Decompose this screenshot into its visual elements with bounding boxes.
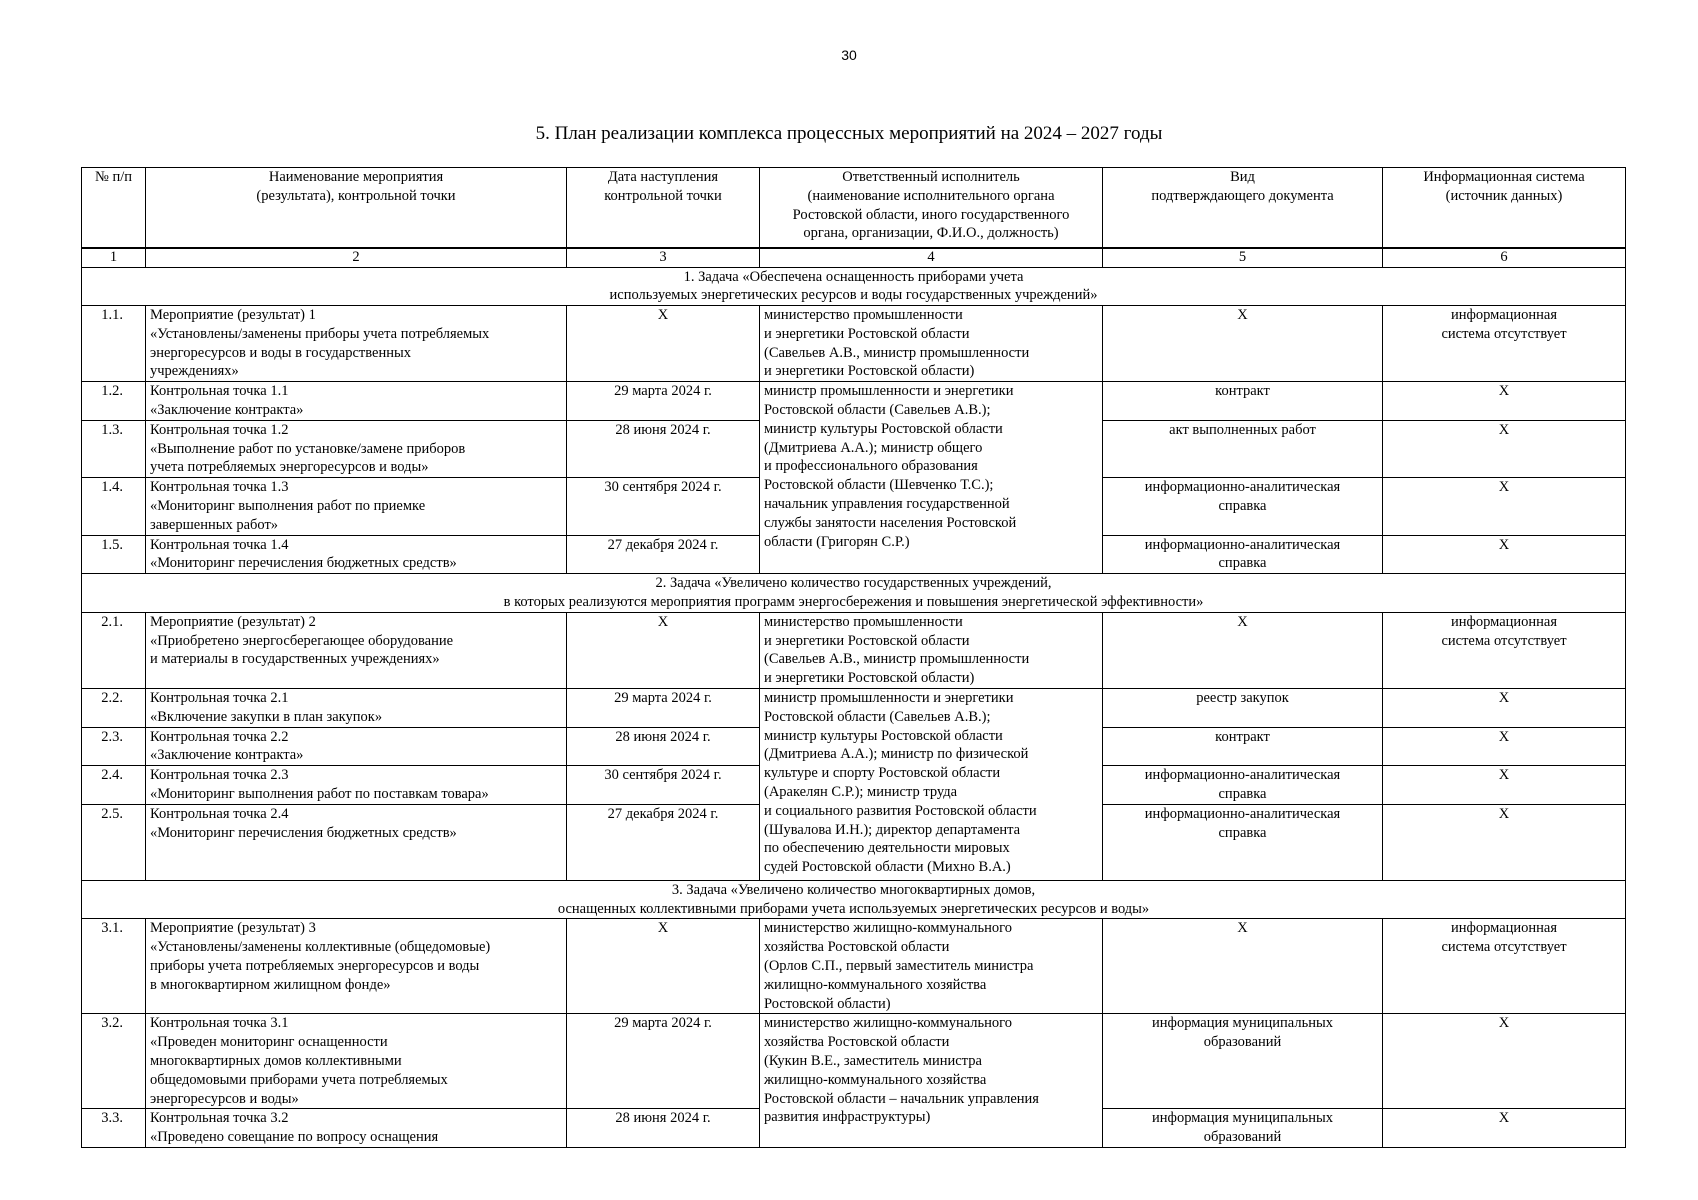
row-name: Контрольная точка 1.2 «Выполнение работ по установке/замене приборов учета потребляемых энергоресурсов и воды» — [146, 420, 567, 477]
row-number: 2.3. — [82, 727, 146, 766]
row-executor: министерство жилищно-коммунального хозяйства Ростовской области (Орлов С.П., первый заместитель министра жилищно-коммунального хозяйства Ростовской области) — [760, 919, 1103, 1014]
row-date: 29 марта 2024 г. — [567, 689, 760, 728]
row-system: X — [1383, 727, 1626, 766]
row-system: X — [1383, 420, 1626, 477]
row-number: 1.2. — [82, 382, 146, 421]
row-system: X — [1383, 1014, 1626, 1109]
row-document: информация муниципальных образований — [1103, 1109, 1383, 1148]
row-system: X — [1383, 382, 1626, 421]
row-date: X — [567, 306, 760, 382]
row-name: Мероприятие (результат) 1 «Установлены/заменены приборы учета потребляемых энергоресурсов и воды в государственных учреждениях» — [146, 306, 567, 382]
row-system: X — [1383, 766, 1626, 805]
row-name: Контрольная точка 3.2 «Проведено совещание по вопросу оснащения — [146, 1109, 567, 1148]
row-document: контракт — [1103, 382, 1383, 421]
row-document: информация муниципальных образований — [1103, 1014, 1383, 1109]
row-name: Контрольная точка 1.3 «Мониторинг выполнения работ по приемке завершенных работ» — [146, 478, 567, 535]
shared-executor: министерство жилищно-коммунального хозяйства Ростовской области (Кукин В.Е., заместитель министра жилищно-коммунального хозяйства Ростовской области – начальник управления развития инфраструктуры) — [760, 1014, 1103, 1148]
row-date: 28 июня 2024 г. — [567, 420, 760, 477]
row-document: информационно-аналитическая справка — [1103, 766, 1383, 805]
plan-table — [81, 167, 1626, 1148]
row-document: информационно-аналитическая справка — [1103, 804, 1383, 880]
row-date: 30 сентября 2024 г. — [567, 478, 760, 535]
row-number: 1.1. — [82, 306, 146, 382]
row-number: 2.4. — [82, 766, 146, 805]
row-system: X — [1383, 535, 1626, 574]
row-system: X — [1383, 804, 1626, 880]
header-row — [82, 168, 1626, 248]
task-row — [82, 880, 1626, 919]
table-row — [82, 1014, 1626, 1109]
table-row — [82, 689, 1626, 728]
row-document: X — [1103, 919, 1383, 1014]
task-title: 2. Задача «Увеличено количество государственных учреждений, в которых реализуются мероприятия программ энергосбережения и повышения энергетической эффективности» — [82, 574, 1626, 613]
table-row — [82, 612, 1626, 688]
column-number: 1 — [82, 248, 146, 268]
row-name: Мероприятие (результат) 3 «Установлены/заменены коллективные (общедомовые) приборы учета потребляемых энергоресурсов и воды в многоквартирном жилищном фонде» — [146, 919, 567, 1014]
row-date: X — [567, 919, 760, 1014]
header-executor: Ответственный исполнитель (наименование исполнительного органа Ростовской области, иного государственного органа, организации, Ф.И.О., должность) — [760, 168, 1103, 248]
row-number: 3.2. — [82, 1014, 146, 1109]
row-document: акт выполненных работ — [1103, 420, 1383, 477]
row-number: 2.2. — [82, 689, 146, 728]
row-date: 29 марта 2024 г. — [567, 1014, 760, 1109]
column-number: 5 — [1103, 248, 1383, 268]
row-name: Контрольная точка 2.4 «Мониторинг перечисления бюджетных средств» — [146, 804, 567, 880]
row-date: 28 июня 2024 г. — [567, 1109, 760, 1148]
task-title: 3. Задача «Увеличено количество многоквартирных домов, оснащенных коллективными приборами учета используемых энергетических ресурсов и воды» — [82, 880, 1626, 919]
row-name: Контрольная точка 1.4 «Мониторинг перечисления бюджетных средств» — [146, 535, 567, 574]
task-row — [82, 574, 1626, 613]
column-number: 6 — [1383, 248, 1626, 268]
row-date: 27 декабря 2024 г. — [567, 535, 760, 574]
header-system: Информационная система (источник данных) — [1383, 168, 1626, 248]
row-system: информационная система отсутствует — [1383, 919, 1626, 1014]
task-title: 1. Задача «Обеспечена оснащенность приборами учета используемых энергетических ресурсов и воды государственных учреждений» — [82, 267, 1626, 306]
row-number: 1.5. — [82, 535, 146, 574]
row-name: Контрольная точка 2.1 «Включение закупки в план закупок» — [146, 689, 567, 728]
shared-executor: министр промышленности и энергетики Ростовской области (Савельев А.В.); министр культуры Ростовской области (Дмитриева А.А.); министр общего и профессионального образования Ростовской области (Шевченко Т.С.); начальник управления государственной службы занятости населения Ростовской области (Григорян С.Р.) — [760, 382, 1103, 574]
row-system: X — [1383, 478, 1626, 535]
row-document: X — [1103, 306, 1383, 382]
shared-executor: министр промышленности и энергетики Ростовской области (Савельев А.В.); министр культуры Ростовской области (Дмитриева А.А.); министр по физической культуре и спорту Ростовской области (Аракелян С.Р.); министр труда и социального развития Ростовской области (Шувалова И.Н.); директор департамента по обеспечению деятельности мировых судей Ростовской области (Михно В.А.) — [760, 689, 1103, 881]
row-date: 28 июня 2024 г. — [567, 727, 760, 766]
row-number: 2.5. — [82, 804, 146, 880]
row-number: 3.1. — [82, 919, 146, 1014]
row-document: контракт — [1103, 727, 1383, 766]
row-name: Контрольная точка 1.1 «Заключение контракта» — [146, 382, 567, 421]
header-document: Вид подтверждающего документа — [1103, 168, 1383, 248]
row-document: информационно-аналитическая справка — [1103, 535, 1383, 574]
row-system: X — [1383, 1109, 1626, 1148]
row-name: Контрольная точка 2.2 «Заключение контракта» — [146, 727, 567, 766]
header-date: Дата наступления контрольной точки — [567, 168, 760, 248]
task-row — [82, 267, 1626, 306]
table-row — [82, 919, 1626, 1014]
column-number: 2 — [146, 248, 567, 268]
row-name: Контрольная точка 2.3 «Мониторинг выполнения работ по поставкам товара» — [146, 766, 567, 805]
row-name: Мероприятие (результат) 2 «Приобретено энергосберегающее оборудование и материалы в государственных учреждениях» — [146, 612, 567, 688]
column-number: 3 — [567, 248, 760, 268]
row-system: информационная система отсутствует — [1383, 306, 1626, 382]
page-number: 30 — [841, 47, 857, 63]
row-name: Контрольная точка 3.1 «Проведен мониторинг оснащенности многоквартирных домов коллективными общедомовыми приборами учета потребляемых энергоресурсов и воды» — [146, 1014, 567, 1109]
row-date: X — [567, 612, 760, 688]
column-number: 4 — [760, 248, 1103, 268]
row-system: X — [1383, 689, 1626, 728]
row-date: 30 сентября 2024 г. — [567, 766, 760, 805]
row-document: информационно-аналитическая справка — [1103, 478, 1383, 535]
column-numbers-row — [82, 248, 1626, 268]
table-row — [82, 382, 1626, 421]
row-document: X — [1103, 612, 1383, 688]
row-number: 1.3. — [82, 420, 146, 477]
row-document: реестр закупок — [1103, 689, 1383, 728]
header-name: Наименование мероприятия (результата), контрольной точки — [146, 168, 567, 248]
row-number: 1.4. — [82, 478, 146, 535]
row-executor: министерство промышленности и энергетики Ростовской области (Савельев А.В., министр промышленности и энергетики Ростовской области) — [760, 306, 1103, 382]
row-system: информационная система отсутствует — [1383, 612, 1626, 688]
row-number: 3.3. — [82, 1109, 146, 1148]
row-executor: министерство промышленности и энергетики Ростовской области (Савельев А.В., министр промышленности и энергетики Ростовской области) — [760, 612, 1103, 688]
table-row — [82, 306, 1626, 382]
header-num: № п/п — [82, 168, 146, 248]
row-date: 27 декабря 2024 г. — [567, 804, 760, 880]
row-number: 2.1. — [82, 612, 146, 688]
row-date: 29 марта 2024 г. — [567, 382, 760, 421]
document-title: 5. План реализации комплекса процессных мероприятий на 2024 – 2027 годы — [535, 123, 1163, 144]
